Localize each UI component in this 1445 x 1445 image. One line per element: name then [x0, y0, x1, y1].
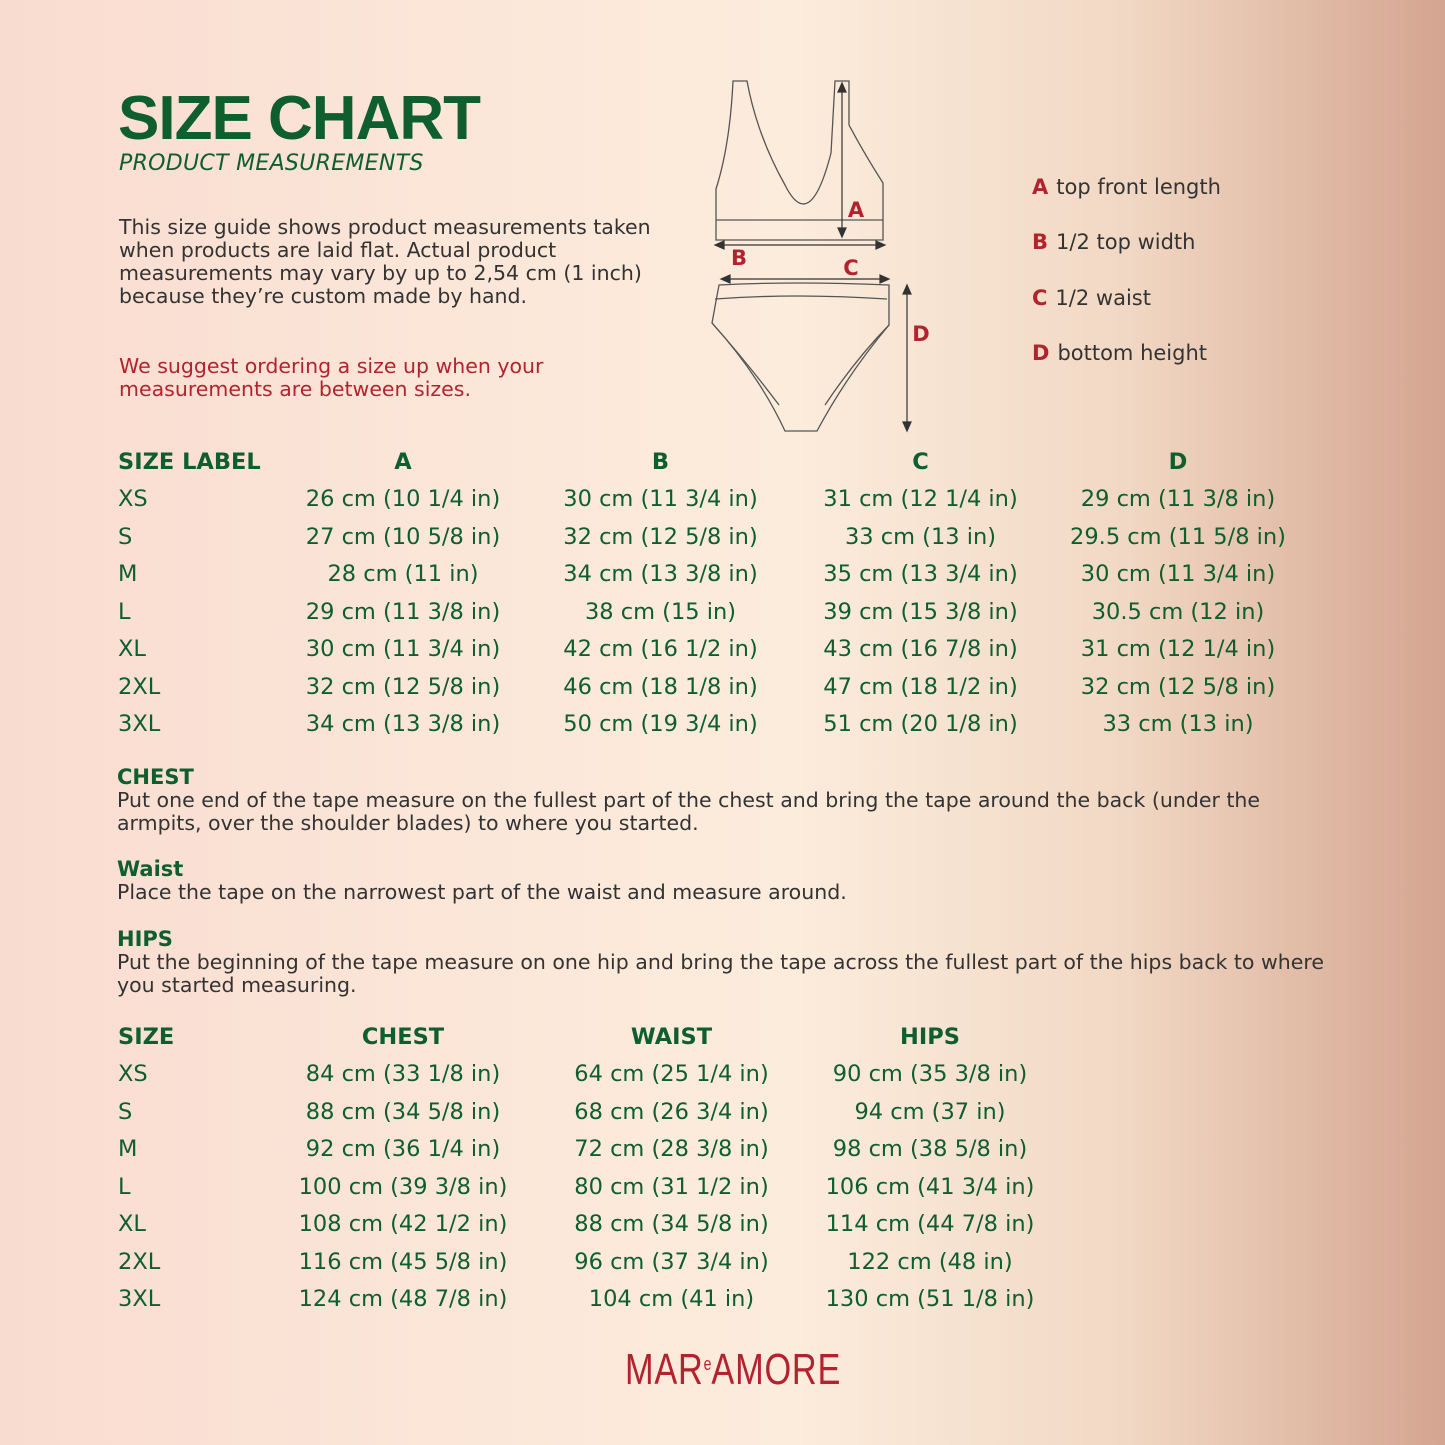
table-cell: 94 cm (37 in) [854, 1098, 1006, 1125]
table-row [118, 481, 1313, 519]
table-cell: 32 cm (12 5/8 in) [563, 523, 758, 550]
table-cell: 96 cm (37 3/4 in) [574, 1248, 769, 1275]
table-cell: 100 cm (39 3/8 in) [298, 1173, 508, 1200]
table-cell: 90 cm (35 3/8 in) [832, 1061, 1028, 1088]
size-cell: 2XL [118, 1248, 161, 1275]
table-cell: 27 cm (10 5/8 in) [305, 523, 501, 550]
label-b: B [730, 246, 748, 270]
table-cell: 39 cm (15 3/8 in) [823, 598, 1018, 625]
table-cell: 32 cm (12 5/8 in) [1080, 673, 1276, 700]
col-header-b: B [651, 448, 670, 475]
table-row [118, 518, 1313, 556]
table-cell: 29 cm (11 3/8 in) [305, 598, 501, 625]
table-row [118, 593, 1313, 631]
size-cell: XS [118, 1061, 148, 1088]
table-cell: 106 cm (41 3/4 in) [825, 1173, 1035, 1200]
legend-key: C [1032, 286, 1048, 310]
legend-text: bottom height [1057, 341, 1208, 365]
col-header-a: A [394, 448, 412, 475]
table-row [118, 1243, 1050, 1281]
size-cell: XL [118, 1211, 146, 1238]
table-cell: 46 cm (18 1/8 in) [563, 673, 758, 700]
brand-logo [625, 1338, 842, 1394]
table-cell: 114 cm (44 7/8 in) [825, 1211, 1035, 1238]
table-row [118, 706, 1313, 744]
col-header-waist: WAIST [630, 1023, 713, 1050]
table-cell: 32 cm (12 5/8 in) [305, 673, 501, 700]
table-cell: 34 cm (13 3/8 in) [305, 711, 501, 738]
legend-key: D [1032, 341, 1050, 365]
table-header-row [118, 443, 1313, 481]
table-cell: 51 cm (20 1/8 in) [823, 711, 1018, 738]
table-cell: 31 cm (12 1/4 in) [1080, 636, 1276, 663]
size-cell: 2XL [118, 673, 161, 700]
table-cell: 80 cm (31 1/2 in) [574, 1173, 769, 1200]
table-cell: 35 cm (13 3/4 in) [823, 561, 1018, 588]
table-row [118, 1056, 1050, 1094]
table-cell: 116 cm (45 5/8 in) [298, 1248, 508, 1275]
table-cell: 108 cm (42 1/2 in) [298, 1211, 508, 1238]
table-cell: 30 cm (11 3/4 in) [563, 486, 758, 513]
legend-item-d [1032, 340, 1207, 366]
table-cell: 98 cm (38 5/8 in) [832, 1136, 1028, 1163]
label-d: D [912, 322, 930, 346]
table-cell: 30.5 cm (12 in) [1091, 598, 1265, 625]
hips-heading: HIPS [117, 927, 173, 951]
table-cell: 33 cm (13 in) [1102, 711, 1254, 738]
table-cell: 122 cm (48 in) [847, 1248, 1013, 1275]
table-cell: 30 cm (11 3/4 in) [305, 636, 501, 663]
table-cell: 34 cm (13 3/8 in) [563, 561, 758, 588]
table-cell: 92 cm (36 1/4 in) [305, 1136, 501, 1163]
label-a: A [847, 198, 865, 222]
table-cell: 33 cm (13 in) [844, 523, 997, 550]
table-row [118, 1131, 1050, 1169]
legend-text: 1/2 top width [1056, 230, 1196, 254]
size-cell: 3XL [118, 711, 161, 738]
table-cell: 43 cm (16 7/8 in) [823, 636, 1018, 663]
size-suggestion: We suggest ordering a size up when your measurements are between sizes. [119, 354, 544, 401]
size-cell: XL [118, 636, 146, 663]
page-title: SIZE CHART [118, 84, 480, 153]
logo-text-right: AMORE [711, 1345, 842, 1394]
col-header-size: SIZE [118, 1023, 175, 1050]
table-cell: 72 cm (28 3/8 in) [574, 1136, 769, 1163]
chest-heading: CHEST [117, 765, 194, 789]
legend-item-b [1032, 229, 1195, 255]
table-cell: 31 cm (12 1/4 in) [823, 486, 1018, 513]
col-header-hips: HIPS [900, 1023, 960, 1050]
col-header-chest: CHEST [361, 1023, 445, 1050]
table-cell: 38 cm (15 in) [584, 598, 737, 625]
legend-item-a [1032, 174, 1221, 200]
table-row [118, 1206, 1050, 1244]
size-cell: S [118, 1098, 133, 1125]
table-cell: 88 cm (34 5/8 in) [574, 1211, 769, 1238]
page-subtitle: PRODUCT MEASUREMENTS [119, 151, 424, 176]
size-cell: XS [118, 486, 148, 513]
size-cell: L [118, 1173, 131, 1200]
table-row [118, 668, 1313, 706]
table-cell: 64 cm (25 1/4 in) [574, 1061, 769, 1088]
table-cell: 29 cm (11 3/8 in) [1080, 486, 1276, 513]
table-cell: 42 cm (16 1/2 in) [563, 636, 758, 663]
logo-text-left: MAR [625, 1345, 704, 1394]
col-header-size-label: SIZE LABEL [118, 448, 261, 475]
legend-text: 1/2 waist [1055, 286, 1151, 310]
table-cell: 26 cm (10 1/4 in) [305, 486, 501, 513]
hips-text: Put the beginning of the tape measure on one hip and bring the tape across the fullest part of the hips back to where you started measuring. [117, 950, 1324, 997]
col-header-c: C [912, 448, 929, 475]
legend-key: A [1032, 175, 1049, 199]
table-cell: 104 cm (41 in) [588, 1286, 755, 1313]
label-c: C [843, 256, 859, 280]
hips-instructions [117, 928, 1347, 997]
size-cell: M [118, 561, 138, 588]
table-cell: 30 cm (11 3/4 in) [1080, 561, 1276, 588]
bikini-bottom-outline [712, 283, 889, 431]
table-row [118, 1281, 1050, 1319]
table-cell: 88 cm (34 5/8 in) [305, 1098, 501, 1125]
size-cell: L [118, 598, 131, 625]
waist-heading: Waist [117, 857, 184, 881]
table-header-row [118, 1018, 1050, 1056]
size-cell: 3XL [118, 1286, 161, 1313]
product-measurements-table [118, 443, 1313, 743]
intro-text: This size guide shows product measurements taken when products are laid flat. Actual product measurements may vary by up to 2,54 cm (1 inch) because they’re custom made by hand. [119, 215, 651, 308]
legend-text: top front length [1056, 175, 1221, 199]
chest-instructions [117, 766, 1347, 835]
table-row [118, 631, 1313, 669]
table-cell: 28 cm (11 in) [327, 561, 479, 588]
size-cell: M [118, 1136, 138, 1163]
table-cell: 124 cm (48 7/8 in) [298, 1286, 508, 1313]
legend-key: B [1032, 230, 1049, 254]
body-measurements-table [118, 1018, 1050, 1318]
table-cell: 84 cm (33 1/8 in) [305, 1061, 501, 1088]
size-cell: S [118, 523, 133, 550]
table-cell: 50 cm (19 3/4 in) [563, 711, 758, 738]
table-cell: 130 cm (51 1/8 in) [825, 1286, 1035, 1313]
waist-text: Place the tape on the narrowest part of the waist and measure around. [117, 880, 847, 904]
legend-item-c [1032, 285, 1151, 311]
table-row [118, 1168, 1050, 1206]
chest-text: Put one end of the tape measure on the fullest part of the chest and bring the tape around the back (under the armpits, over the shoulder blades) to where you started. [117, 788, 1261, 835]
table-cell: 29.5 cm (11 5/8 in) [1070, 523, 1286, 550]
waist-instructions [117, 858, 1347, 904]
logo-text-amp: e [703, 1354, 712, 1374]
table-cell: 68 cm (26 3/4 in) [574, 1098, 769, 1125]
table-row [118, 556, 1313, 594]
table-row [118, 1093, 1050, 1131]
table-cell: 47 cm (18 1/2 in) [823, 673, 1018, 700]
bikini-diagram [705, 75, 945, 440]
col-header-d: D [1168, 448, 1188, 475]
